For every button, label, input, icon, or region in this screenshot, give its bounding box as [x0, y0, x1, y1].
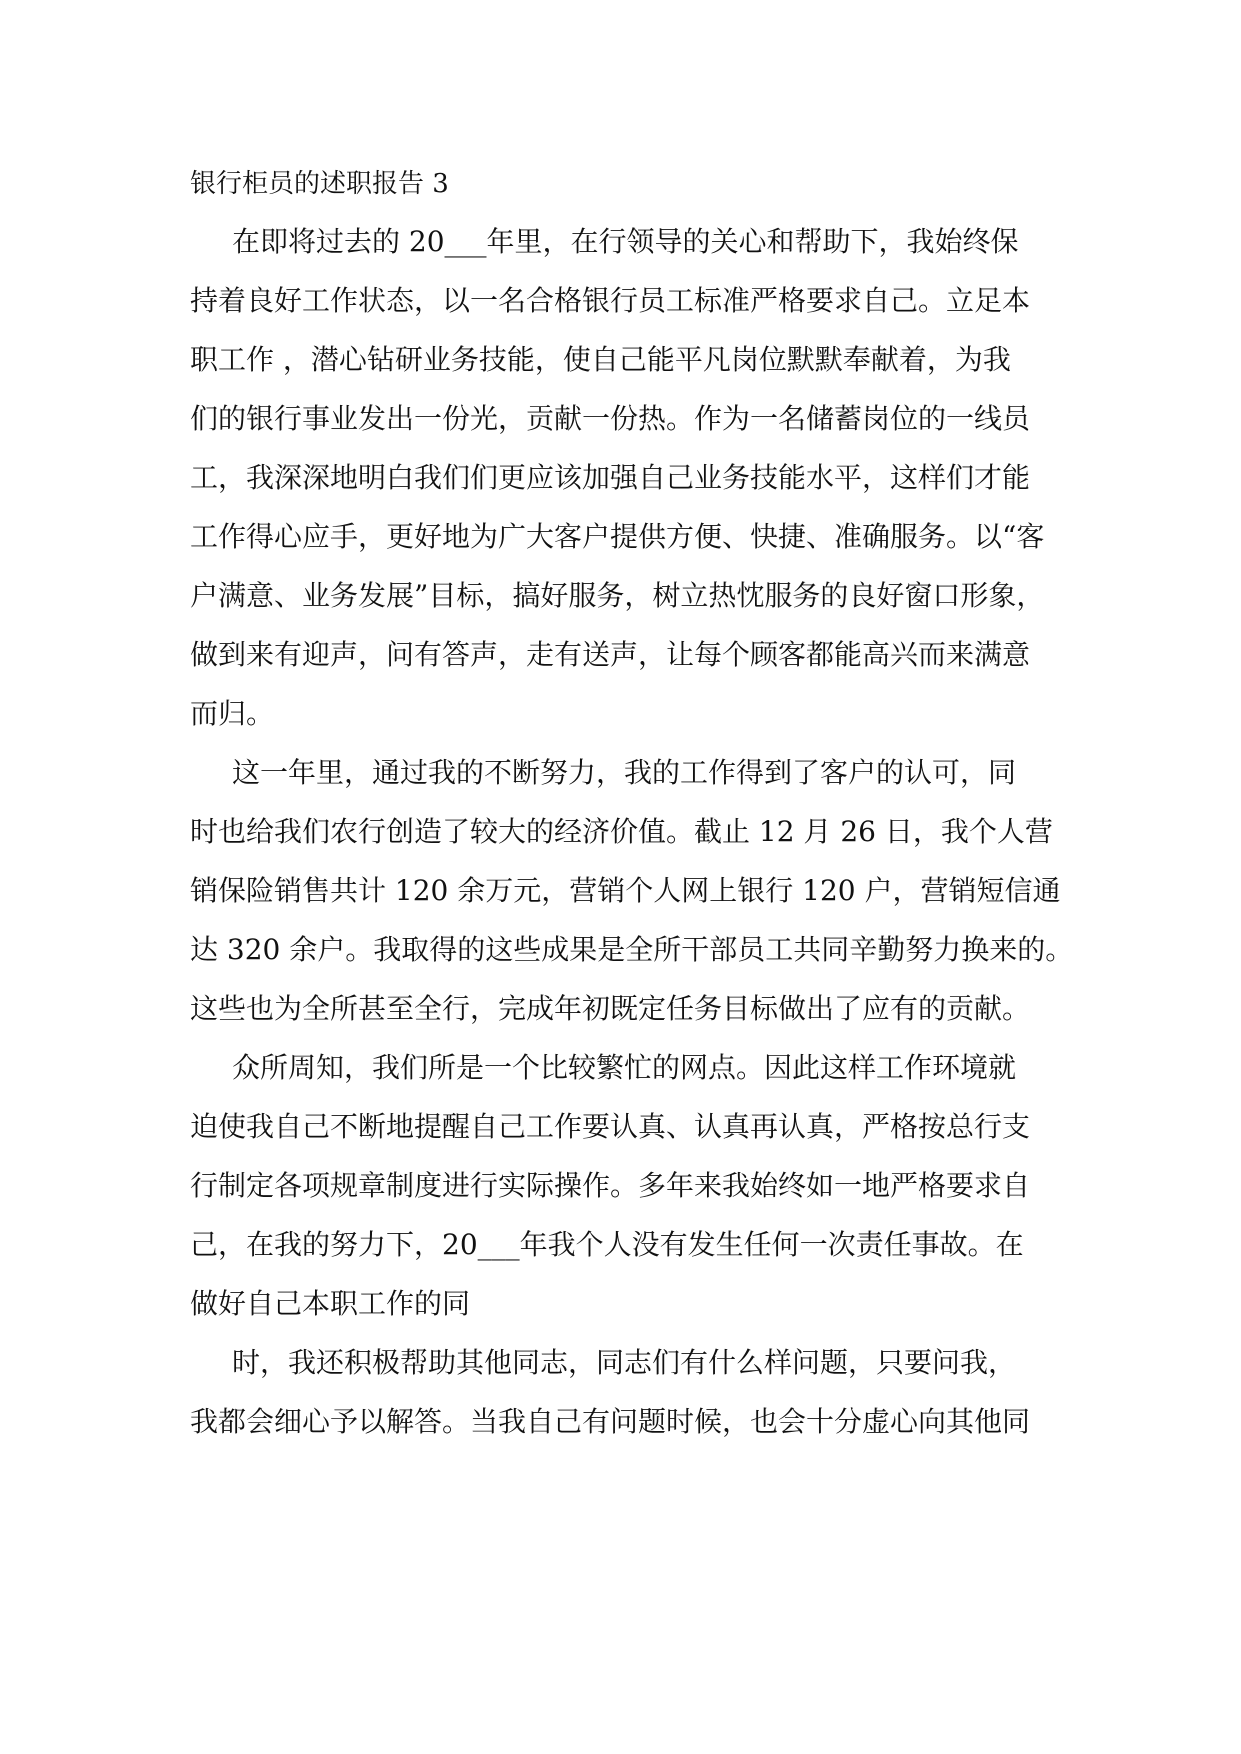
paragraph-line: 持着良好工作状态，以一名合格银行员工标准严格要求自己。立足本 — [190, 284, 1031, 317]
paragraph-line: 在即将过去的 20___年里，在行领导的关心和帮助下，我始终保 — [232, 225, 1019, 258]
paragraph-line: 迫使我自己不断地提醒自己工作要认真、认真再认真，严格按总行支 — [190, 1110, 1031, 1143]
paragraph-line: 销保险销售共计 120 余万元，营销个人网上银行 120 户，营销短信通 — [190, 874, 1061, 907]
paragraph-line: 我都会细心予以解答。当我自己有问题时候，也会十分虚心向其他同 — [190, 1405, 1031, 1438]
paragraph-line: 而归。 — [190, 697, 275, 730]
paragraph-line: 们的银行事业发出一份光，贡献一份热。作为一名储蓄岗位的一线员 — [190, 402, 1031, 435]
paragraph-line: 众所周知，我们所是一个比较繁忙的网点。因此这样工作环境就 — [232, 1051, 1017, 1084]
paragraph-line: 工，我深深地明白我们们更应该加强自己业务技能水平，这样们才能 — [190, 461, 1031, 494]
paragraph-line: 工作得心应手，更好地为广大客户提供方便、快捷、准确服务。以“客 — [190, 520, 1045, 553]
paragraph-line: 做到来有迎声，问有答声，走有送声，让每个顾客都能高兴而来满意 — [190, 638, 1031, 671]
paragraph-line: 己，在我的努力下，20___年我个人没有发生任何一次责任事故。在 — [190, 1228, 1024, 1261]
paragraph-line: 做好自己本职工作的同 — [190, 1287, 471, 1320]
paragraph-line: 户满意、业务发展”目标，搞好服务，树立热忱服务的良好窗口形象， — [190, 579, 1045, 612]
paragraph-line: 职工作 ，潜心钻研业务技能，使自己能平凡岗位默默奉献着，为我 — [190, 343, 1011, 376]
document-title: 银行柜员的述职报告 3 — [190, 169, 449, 199]
paragraph-line: 行制定各项规章制度进行实际操作。多年来我始终如一地严格要求自 — [190, 1169, 1031, 1202]
paragraph-line: 这些也为全所甚至全行，完成年初既定任务目标做出了应有的贡献。 — [190, 992, 1031, 1025]
paragraph-line: 这一年里，通过我的不断努力，我的工作得到了客户的认可，同 — [232, 756, 1017, 789]
paragraph-line: 时也给我们农行创造了较大的经济价值。截止 12 月 26 日，我个人营 — [190, 815, 1053, 848]
paragraph-line: 达 320 余户。我取得的这些成果是全所干部员工共同辛勤努力换来的。 — [190, 933, 1074, 966]
paragraph-line: 时，我还积极帮助其他同志，同志们有什么样问题，只要问我， — [232, 1346, 1017, 1379]
